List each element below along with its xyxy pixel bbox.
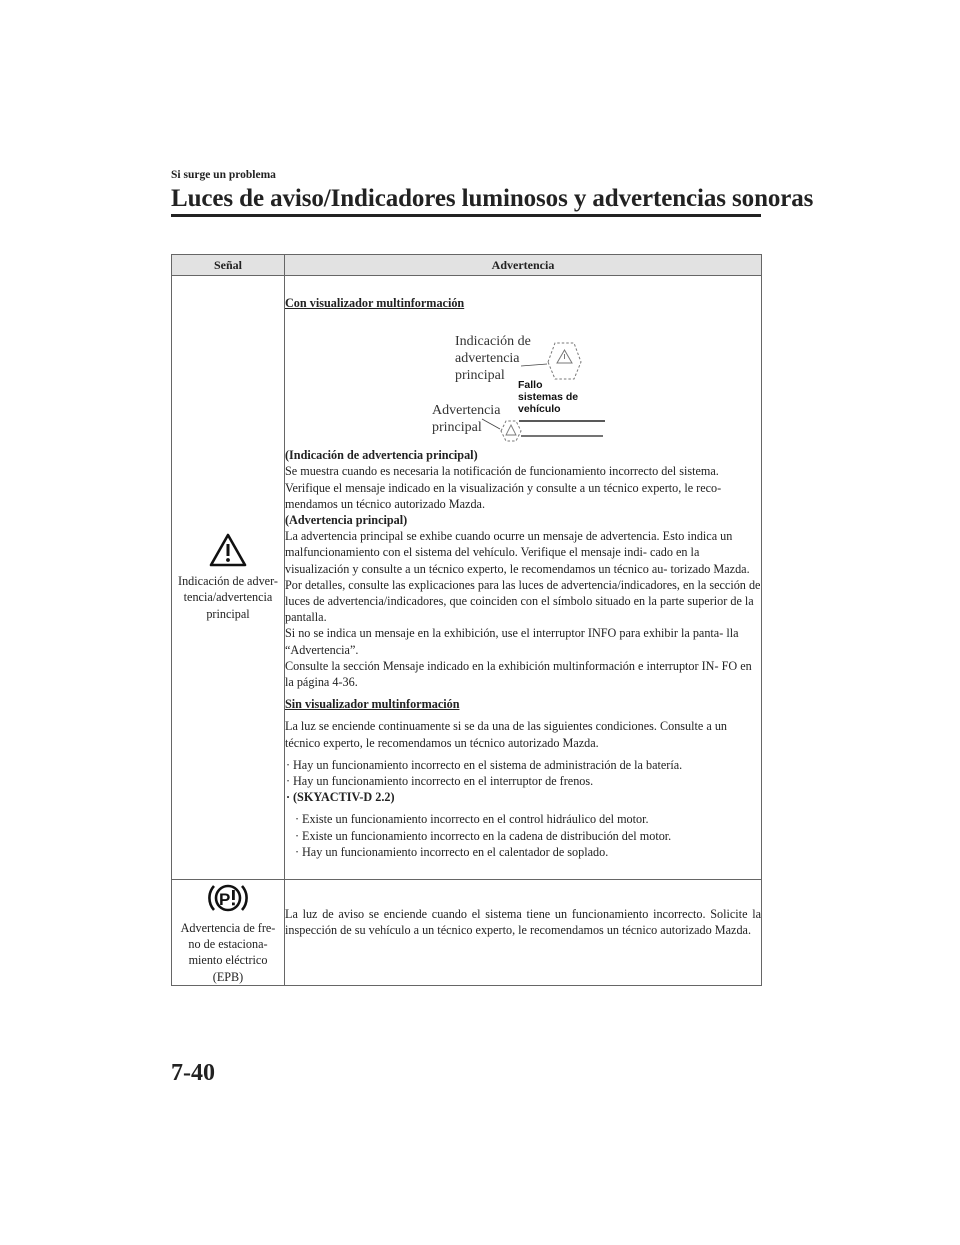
info-switch-text: Si no se indica un mensaje en la exhibición, use el interruptor INFO para exhibir la panta- lla “Advertencia”. (285, 626, 739, 657)
figure-label-indicator: Indicación de advertencia principal (455, 334, 531, 384)
display-illustration (285, 311, 761, 447)
signal-cell (172, 276, 285, 880)
indicator-text: Se muestra cuando es necesaria la notificación de funcionamiento incorrecto del sistema. Verifique el mensaje indicado en la visualización y consulte a un técnico experto, le reco- mendamos un técnico autorizado Mazda. (285, 464, 722, 511)
table-row (172, 276, 762, 880)
section-heading: Si surge un problema (171, 169, 276, 181)
list-item: · Existe un funcionamiento incorrecto en la cadena de distribución del motor. (295, 828, 761, 844)
signal-label: Indicación de adver- tencia/advertencia principal (178, 574, 278, 621)
warning-cell (285, 276, 762, 880)
screen-message: Fallo sistemas de vehículo (518, 379, 579, 416)
list-item: · Hay un funcionamiento incorrecto en el calentador de soplado. (295, 844, 761, 860)
list-item: · Hay un funcionamiento incorrecto en el sistema de administración de la batería. (286, 757, 761, 773)
column-header-signal: Señal (172, 255, 285, 276)
without-display-heading: Sin visualizador multinformación (285, 697, 460, 712)
list-item: · Hay un funcionamiento incorrecto en el interruptor de frenos. (286, 773, 761, 789)
figure-label-master: Advertencia principal (432, 403, 501, 436)
reference-text: Consulte la sección Mensaje indicado en la exhibición multinformación e interruptor IN- FO en la página 4-36. (285, 658, 752, 689)
details-text: Por detalles, consulte las explicaciones para las luces de advertencia/indicadores, en la sección de luces de advertencia/indicadores, que coinciden con el símbolo situado en la parte superior de la pantalla. (285, 577, 761, 625)
page-title: Luces de aviso/Indicadores luminosos y advertencias sonoras (171, 185, 814, 212)
list-item: · (SKYACTIV-D 2.2) (286, 789, 761, 805)
warning-table (171, 254, 762, 986)
list-item: · Existe un funcionamiento incorrecto en el control hidráulico del motor. (295, 811, 761, 827)
parking-brake-warning-icon (206, 880, 250, 916)
indicator-heading: (Indicación de advertencia principal) (285, 448, 478, 463)
table-header-row (172, 255, 762, 276)
skyactiv-condition-list (295, 811, 761, 860)
title-rule (171, 214, 761, 217)
table-row (172, 880, 762, 986)
condition-list (286, 757, 761, 806)
page-number: 7-40 (171, 1060, 215, 1086)
master-text: La advertencia principal se exhibe cuando ocurre un mensaje de advertencia. Esto indica un malfuncionamiento con el sistema del vehículo. Verifique el mensaje indi- cado en la visualización y consulte a un técnico experto, le recomendamos un técnico au- torizado Mazda. (285, 529, 750, 576)
master-warning-triangle-icon (209, 533, 247, 567)
column-header-warning: Advertencia (285, 255, 762, 276)
signal-label: Advertencia de fre- no de estaciona- miento eléctrico (EPB) (180, 921, 276, 984)
master-heading: (Advertencia principal) (285, 512, 408, 527)
signal-cell (172, 880, 285, 986)
svg-text:P: P (219, 890, 231, 909)
warning-cell (285, 880, 762, 986)
epb-text: La luz de aviso se enciende cuando el sistema tiene un funcionamiento incorrecto. Solicite la inspección de su vehículo a un técnico experto, le recomendamos un técnico autorizado Mazda. (285, 907, 761, 938)
with-display-heading: Con visualizador multinformación (285, 295, 465, 310)
without-display-text: La luz se enciende continuamente si se da una de las siguientes condiciones. Consulte a un técnico experto, le recomendamos un técnico autorizado Mazda. (285, 719, 728, 750)
